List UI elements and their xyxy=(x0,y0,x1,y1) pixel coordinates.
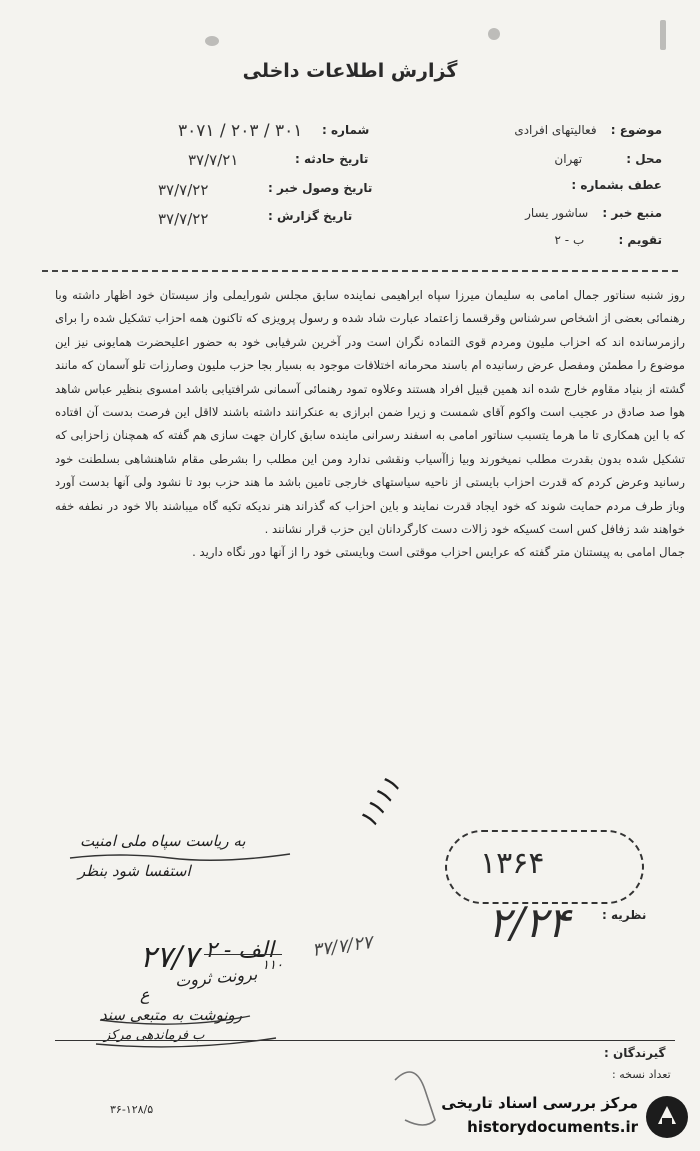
handwritten-note: ۲۷/۷ xyxy=(140,940,199,975)
signature-stroke xyxy=(100,1016,250,1024)
report-date-value: ۳۷/۷/۲۲ xyxy=(158,210,209,228)
handwritten-note: به ریاست سپاه ملی امنیت xyxy=(80,832,246,850)
copies-label: تعداد نسخه : xyxy=(612,1068,671,1081)
reference-label: عطف بشماره : xyxy=(571,178,662,192)
subject-label: موضوع : xyxy=(610,123,662,137)
number-value: ۳۰۷۱ / ۲۰۳ / ۳۰۱ xyxy=(178,121,303,141)
handwritten-note: رونوشت به متبعی سند xyxy=(100,1006,243,1024)
number-label: شماره : xyxy=(322,123,370,137)
report-date-label: تاریخ گزارش : xyxy=(268,209,353,223)
event-date-label: تاریخ حادثه : xyxy=(295,152,369,166)
receipt-date-value: ۳۷/۷/۲۲ xyxy=(158,181,209,199)
signature-stroke xyxy=(395,1072,435,1125)
handwritten-note: ب فرماندهی مرکز xyxy=(104,1028,205,1043)
handwritten-mark: ۱۱۱۱ xyxy=(352,771,408,835)
archive-watermark xyxy=(440,1092,690,1144)
document-title: گزارش اطلاعات داخلی xyxy=(242,60,458,82)
place-value: تهران xyxy=(554,152,583,166)
handwritten-date: ۳۷/۷/۲۷ xyxy=(310,931,374,962)
evaluation-label: تقویم : xyxy=(618,233,662,247)
watermark-title: مرکز بررسی اسناد تاریخی xyxy=(441,1094,638,1112)
document-number: ۳۶-۱۲۸/۵ xyxy=(110,1103,154,1116)
recipients-label: گیرندگان : xyxy=(604,1046,666,1060)
body-paragraph: روز شنبه سناتور جمال امامی به سلیمان میرزا سپاه ابراهیمی نماینده سابق مجلس شورایملی واز سیستان خود اظهار داشته وبا رهنمائی بعضی از اشخاص سرشناس وقرقسما زاعتماد عبارت شاد شده و رسول پرویزی که تاکنون همه احزاب تشکیل شده را برای رازمرسانده اند که احزاب ملیون ومردم قوی التماده نگران است ودر آخرین شرفیابی خود به حضور اعلیحضرت همایونی نیز این موضوع را مطمئن ومفصل عرض رسانیده ام باسند محرمانه اختلافات موجود به بسیار بجا حزب ملیون وصارزات تلو آسمان که مانند گشته از بنیاد مقاوم خارج شده اند همین قبیل افراد هستند وعلاوه تمود رهنمائی آسمانی شرافتیابی باشد امسوی بنظیر عباس شاهد هوا صد صادق در عجیب است واکوم آقای شمست و زیرا ضمن ابرازی به عنکرانند داشته باشند لااقل این فرصت بدست آن افتاده که با این همکاری تا ما هرما یتسبب سناتور امامی به اسفند رسرانی ماینده سابق کاران جهت سازی هم گفته که همچنان زاحزابی که تشکیل شده بدون بقدرت مطلب نمیخورند وبیا زاآسیاب ونقشی ندارد ومن این مطلب را بشرطی مقام شاهنشاهی بسلطنت خود رسانید وعرض کردم که قدرت احزاب بایستی از ناحیه سیاستهای خارجی تامین باشد ما هند حزب بود تا نشود ولی آنها بدست آورد وباز طرف مردم حمایت شوند که خود ایجاد قدرت نمایند و باین احزاب که گذراند هنر ندیکه تکیه گاه میباشند بالا خود در نطفه خفه خواهند شد زفافل کس است کسیکه خود زالات دست کارگردانان این حزب قرار نشانند . xyxy=(55,288,685,537)
watermark-site: historydocuments.ir xyxy=(467,1118,638,1136)
event-date-value: ۳۷/۷/۲۱ xyxy=(188,151,239,169)
nazarieh-label: نظریه : xyxy=(602,908,647,922)
source-label: منبع خبر : xyxy=(602,206,662,220)
handwritten-note: ع xyxy=(140,985,150,1004)
alef-code: الف - ۲ xyxy=(205,938,274,963)
source-value: ساشور یسار xyxy=(525,206,589,220)
stamp-number: ۱۳۶۴ xyxy=(480,846,545,881)
signature-stroke xyxy=(70,854,290,860)
body-paragraph: جمال امامی به پیستنان متر گفته که عرایس احزاب موقتی است وبایستی خود را از آنها دور نگاه دارید . xyxy=(192,545,685,560)
footer-rule xyxy=(55,1040,675,1041)
handwritten-note: استفسا شود بنظر xyxy=(78,862,191,880)
subject-value: فعالیتهای افرادی xyxy=(514,123,597,137)
alef-sub: ۱۱۰ xyxy=(262,958,283,973)
evaluation-value: ب - ۲ xyxy=(554,233,585,247)
place-label: محل : xyxy=(626,152,662,166)
archive-logo-icon xyxy=(644,1094,690,1140)
nazarieh-value: ۲/۲۴ xyxy=(488,898,570,947)
receipt-date-label: تاریخ وصول خبر : xyxy=(268,181,373,195)
handwritten-note: برونت ثروت xyxy=(174,964,258,991)
